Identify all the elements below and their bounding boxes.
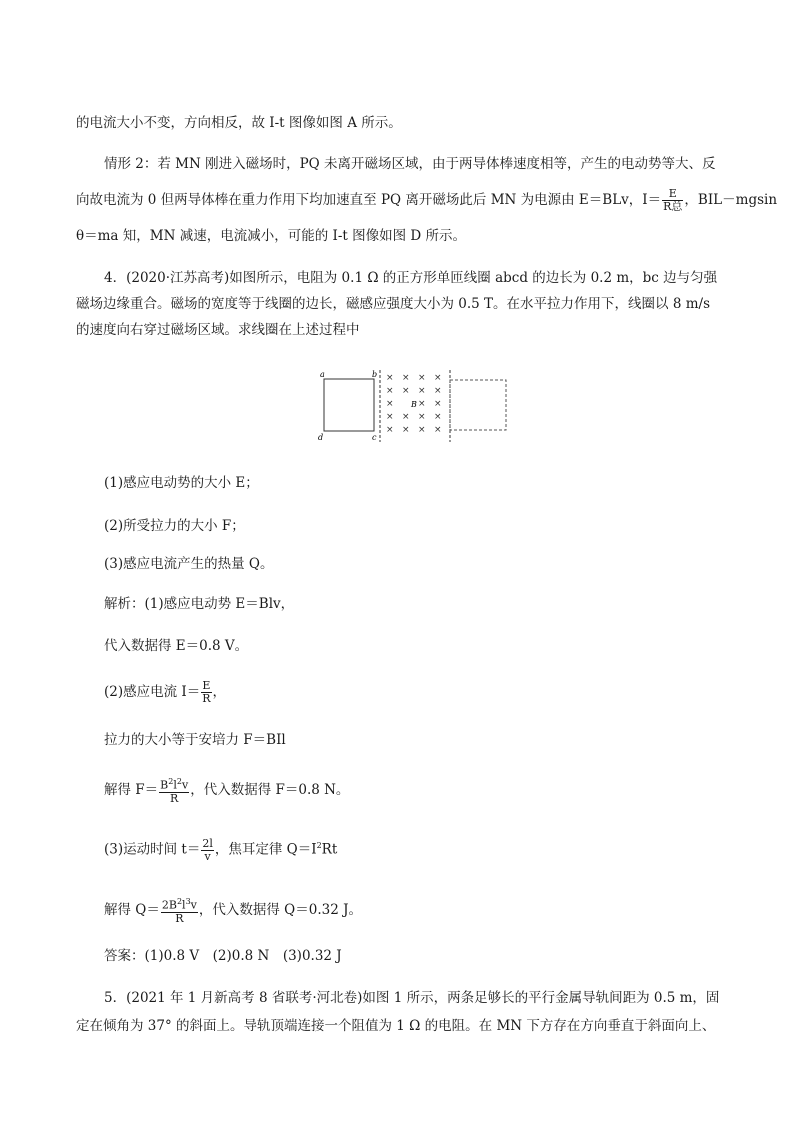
fraction-e-over-r-2	[201, 680, 211, 705]
sol3-text-a: (2)感应电流 I＝	[104, 684, 201, 700]
solution-7	[104, 896, 362, 925]
q4-line-3: 的速度向右穿过磁场区域。求线圈在上述过程中	[76, 322, 360, 338]
q5-line-2: 定在倾角为 37° 的斜面上。导轨顶端连接一个阻值为 1 Ω 的电阻。在 MN 下方存在方向垂直于斜面向上、	[76, 1018, 716, 1034]
case2-line-1: 情形 2：若 MN 刚进入磁场时，PQ 未离开磁场区域，由于两导体棒速度相等，产生的电动势等大、反	[104, 156, 716, 172]
field-cross-mark: ×	[386, 386, 394, 396]
solution-6	[104, 836, 337, 863]
frac-num: E	[202, 679, 211, 692]
field-cross-mark: ×	[434, 373, 442, 383]
frac-den: R	[170, 791, 179, 805]
field-cross-mark: ×	[434, 399, 442, 409]
fraction-e-over-r	[662, 188, 683, 213]
solution-5	[104, 776, 349, 805]
solution-1: 解析：(1)感应电动势 E＝Blv，	[104, 596, 295, 612]
sol7-text-a: 解得 Q＝	[104, 901, 160, 918]
item-3: (3)感应电流产生的热量 Q。	[104, 556, 274, 572]
field-cross-mark: ×	[418, 412, 426, 422]
q4-line-1: 4．(2020·江苏高考)如图所示，电阻为 0.1 Ω 的正方形单匝线圈 abcd 的边长为 0.2 m，bc 边与匀强	[104, 270, 718, 286]
fraction-heat	[161, 896, 198, 925]
solution-3	[104, 680, 226, 705]
frac-den: R总	[663, 200, 683, 213]
label-a: a	[320, 370, 325, 379]
field-cross-mark: ×	[434, 425, 442, 435]
coil-final-position	[450, 380, 506, 430]
fraction-force	[159, 776, 189, 805]
frac-num: E	[662, 188, 683, 201]
field-cross-mark: ×	[402, 386, 410, 396]
frac-num: 2l	[202, 836, 213, 850]
field-cross-mark: ×	[386, 373, 394, 383]
field-cross-mark: ×	[402, 425, 410, 435]
intro-line: 的电流大小不变，方向相反，故 I-t 图像如图 A 所示。	[76, 115, 402, 131]
label-b: b	[372, 370, 378, 379]
sol6-text-a: (3)运动时间 t＝	[104, 841, 201, 858]
case2-line-2	[76, 188, 777, 213]
field-cross-mark: ×	[418, 425, 426, 435]
case2-text-b: ，BIL－mgsin	[684, 192, 778, 208]
label-field-b: B	[411, 400, 417, 409]
fraction-time	[201, 838, 214, 863]
sol5-text-b: ，代入数据得 F＝0.8 N。	[190, 781, 350, 798]
field-cross-mark: ×	[402, 373, 410, 383]
field-cross-mark: ×	[418, 373, 426, 383]
sol6-text-c: Rt	[321, 841, 338, 858]
sol6-text-b: ，焦耳定律 Q＝I	[214, 841, 317, 858]
case2-text-a: 向故电流为 0 但两导体棒在重力作用下均加速直至 PQ 离开磁场此后 MN 为电源由 E＝BLv，I＝	[76, 192, 662, 208]
field-cross-mark: ×	[418, 399, 426, 409]
case2-line-3: θ＝ma 知，MN 减速，电流减小，可能的 I-t 图像如图 D 所示。	[76, 228, 467, 244]
field-cross-mark: ×	[386, 412, 394, 422]
frac-num: $2B^2l^3v$	[161, 897, 197, 912]
coil-square	[324, 379, 374, 431]
field-cross-mark: ×	[386, 399, 394, 409]
solution-4: 拉力的大小等于安培力 F＝BIl	[104, 732, 286, 748]
frac-num: $B^2l^2v$	[160, 777, 189, 792]
item-2: (2)所受拉力的大小 F；	[104, 518, 245, 534]
field-cross-mark: ×	[402, 412, 410, 422]
frac-den: R	[175, 911, 184, 925]
frac-den: R	[202, 692, 211, 705]
label-d: d	[318, 433, 324, 442]
coil-magnetic-field-figure	[310, 364, 510, 444]
q4-line-2: 磁场边缘重合。磁场的宽度等于线圈的边长，磁感应强度大小为 0.5 T。在水平拉力作用下，线圈以 8 m/s	[76, 296, 711, 312]
label-c: c	[372, 433, 377, 442]
item-1: (1)感应电动势的大小 E；	[104, 475, 259, 491]
q5-line-1: 5．(2021 年 1 月新高考 8 省联考·河北卷)如图 1 所示，两条足够长的平行金属导轨间距为 0.5 m，固	[104, 990, 720, 1006]
solution-2: 代入数据得 E＝0.8 V。	[104, 638, 249, 654]
sol3-text-b: ，	[212, 684, 227, 700]
sol6-sup: 2	[316, 841, 322, 850]
answer-line: 答案：(1)0.8 V (2)0.8 N (3)0.32 J	[104, 948, 342, 964]
frac-den: v	[204, 849, 211, 863]
field-cross-mark: ×	[418, 386, 426, 396]
field-cross-mark: ×	[434, 386, 442, 396]
sol5-text-a: 解得 F＝	[104, 781, 159, 798]
sol7-text-b: ，代入数据得 Q＝0.32 J。	[198, 901, 363, 918]
field-cross-mark: ×	[386, 425, 394, 435]
field-cross-mark: ×	[434, 412, 442, 422]
